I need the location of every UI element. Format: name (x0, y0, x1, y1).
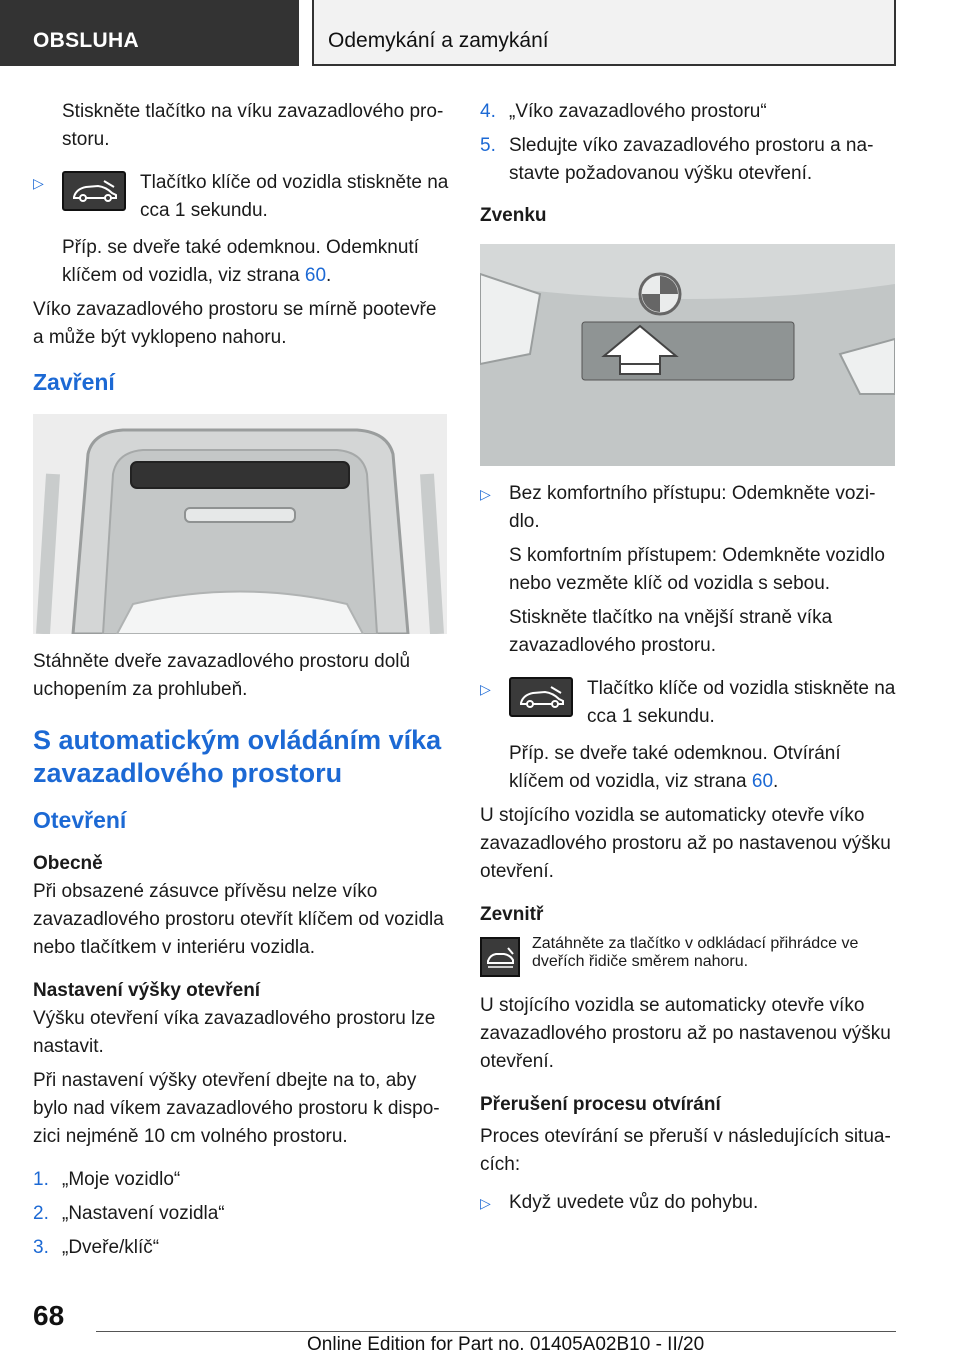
interrupt-heading: Přerušení procesu otvírání (480, 1094, 721, 1115)
list-item: 4. „Víko zavazadlového prostoru“ (480, 101, 767, 122)
triangle-bullet-icon: ▷ (480, 486, 491, 502)
outside-text-b: S komfortním přístupem: Odemkněte vozidlo nebo vezměte klíč od vozidla s sebou. (509, 545, 885, 594)
triangle-bullet-icon: ▷ (480, 681, 491, 697)
auto-heading: S automatickým ovládáním víka zavazadlového prostoru (33, 725, 442, 788)
tailgate-interior-illustration (33, 414, 447, 634)
list-item: 3. „Dveře/klíč“ (33, 1237, 160, 1258)
tailgate-button-icon (480, 937, 520, 977)
key-step-text: Tlačítko klíče od vozidla stiskněte na cca 1 sekundu. (140, 172, 449, 221)
key-step-item (480, 675, 896, 731)
close-text: Stáhněte dveře zavazadlového prostoru dolů uchopením za prohlubeň. (33, 651, 411, 700)
height-text: Výšku otevření víka zavazadlového prostoru lze nastavit. (33, 1008, 436, 1057)
triangle-bullet-icon: ▷ (480, 1195, 491, 1211)
page-number: 68 (33, 1300, 65, 1331)
page-link[interactable]: 60 (304, 265, 327, 286)
outside-text-c: Stiskněte tlačítko na vnější straně víka zavazadlového prostoru. (509, 607, 833, 656)
inside-text: Zatáhněte za tlačítko v odkládací přihrádce ve dveřích řidiče směrem nahoru. (532, 935, 859, 970)
key-note: Příp. se dveře také odemknou. Odemknutí klíčem od vozidla, viz strana 60. (62, 237, 419, 286)
edition-text: Online Edition for Part no. 01405A02B10 - II/20 (307, 1334, 705, 1355)
inside-heading: Zevnitř (480, 904, 544, 925)
lid-opens-text: Víko zavazadlového prostoru se mírně pootevře a může být vyklopeno nahoru. (33, 299, 437, 348)
height-heading: Nastavení výšky otevření (33, 980, 261, 1001)
height-note: Při nastavení výšky otevření dbejte na to, aby bylo nad víkem zavazadlového prostoru k dispozici nejméně 10 cm volného prostoru. (33, 1070, 440, 1147)
key-note: Příp. se dveře také odemknou. Otvírání klíčem od vozidla, viz strana 60. (509, 743, 841, 792)
auto-open-text-2: U stojícího vozidla se automaticky otevře víko zavazadlového prostoru až po nastavenou výšku otevření. (480, 995, 891, 1072)
intro-text: Stiskněte tlačítko na víku zavazadlového prostoru. (62, 101, 444, 150)
interrupt-bullet: ▷ Když uvedete vůz do pohybu. (480, 1189, 896, 1217)
auto-open-text: U stojícího vozidla se automaticky otevře víko zavazadlového prostoru až po nastavenou výšku otevření. (480, 805, 891, 882)
chapter-title: Odemykání a zamykání (312, 0, 896, 66)
footer-divider (96, 1331, 896, 1332)
list-item: 5. Sledujte víko zavazadlového prostoru a nastavte požadovanou výšku otevření. (480, 135, 874, 184)
general-text: Při obsazené zásuvce přívěsu nelze víko zavazadlového prostoru otevřít klíčem od vozidla nebo tlačítkem v interiéru vozidla. (33, 881, 444, 958)
triangle-bullet-icon: ▷ (33, 175, 44, 191)
outside-heading: Zvenku (480, 205, 547, 226)
page-link[interactable]: 60 (751, 771, 774, 792)
interrupt-text: Proces otevírání se přeruší v následujících situacích: (480, 1126, 891, 1175)
key-step-item (33, 169, 449, 225)
car-key-icon (509, 677, 573, 717)
outside-bullet: ▷ Bez komfortního přístupu: Odemkněte vozidlo. (480, 480, 896, 536)
right-column (480, 98, 896, 1226)
open-heading: Otevření (33, 807, 127, 833)
car-key-icon (62, 171, 126, 211)
tailgate-exterior-illustration (480, 244, 895, 466)
list-item: 2. „Nastavení vozidla“ (33, 1203, 225, 1224)
section-label: OBSLUHA (0, 0, 299, 66)
page-header (0, 0, 960, 66)
list-item: 1. „Moje vozidlo“ (33, 1169, 181, 1190)
close-heading: Zavření (33, 369, 115, 395)
inside-step (480, 935, 896, 977)
key-step-text: Tlačítko klíče od vozidla stiskněte na cca 1 sekundu. (587, 678, 896, 727)
general-heading: Obecně (33, 853, 103, 874)
left-column (33, 98, 449, 1268)
